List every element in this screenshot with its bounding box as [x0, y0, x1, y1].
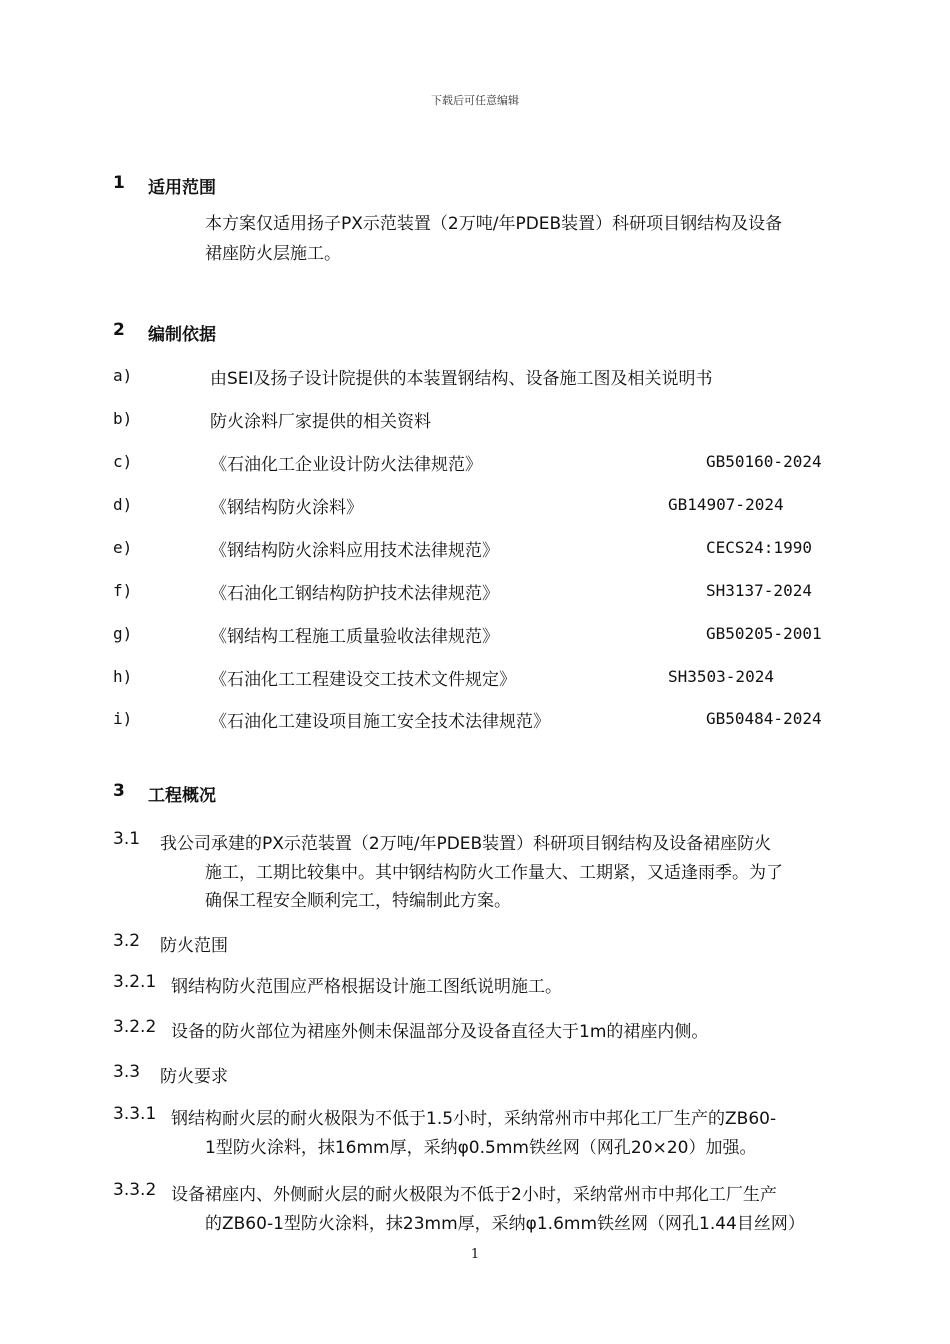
- reference-letter: b): [113, 409, 133, 428]
- subsection-3-3-1-line-2: 1型防火涂料，抹16mm厚，采纳φ0.5mm铁丝网（网孔20×20）加强。: [205, 1138, 757, 1158]
- section-1-paragraph-line-2: 裙座防火层施工。: [205, 244, 341, 264]
- reference-letter: c): [113, 452, 133, 471]
- reference-text: 《钢结构工程施工质量验收法律规范》: [210, 627, 499, 647]
- subsection-3-2-1-text: 钢结构防火范围应严格根据设计施工图纸说明施工。: [171, 977, 562, 997]
- section-1-number: 1: [113, 173, 125, 193]
- section-2-title: 编制依据: [148, 325, 216, 345]
- subsection-3-1-number: 3.1: [113, 829, 141, 849]
- reference-letter: i): [113, 709, 133, 728]
- section-1-title: 适用范围: [148, 178, 216, 198]
- subsection-3-3-number: 3.3: [113, 1062, 141, 1082]
- subsection-3-2-number: 3.2: [113, 931, 141, 951]
- reference-letter: f): [113, 581, 133, 600]
- page-number: 1: [470, 1247, 480, 1262]
- reference-code: SH3503-2024: [668, 667, 774, 686]
- subsection-3-3-1-line-1: 钢结构耐火层的耐火极限为不低于1.5小时，采纳常州市中邦化工厂生产的ZB60-: [171, 1109, 777, 1129]
- subsection-3-3-1-number: 3.3.1: [113, 1104, 157, 1124]
- header-note: 下载后可任意编辑: [431, 94, 519, 107]
- section-1-paragraph-line-1: 本方案仅适用扬子PX示范装置（2万吨/年PDEB装置）科研项目钢结构及设备: [205, 214, 783, 234]
- subsection-3-3-2-number: 3.3.2: [113, 1180, 157, 1200]
- reference-letter: a): [113, 366, 133, 385]
- subsection-3-1-line-1: 我公司承建的PX示范装置（2万吨/年PDEB装置）科研项目钢结构及设备裙座防火: [160, 834, 772, 854]
- reference-letter: e): [113, 538, 133, 557]
- reference-code: CECS24:1990: [706, 538, 812, 557]
- subsection-3-2-2-number: 3.2.2: [113, 1017, 157, 1037]
- reference-text: 《钢结构防火涂料》: [210, 498, 363, 518]
- subsection-3-1-line-2: 施工，工期比较集中。其中钢结构防火工作量大、工期紧，又适逢雨季。为了: [205, 863, 783, 883]
- reference-text: 由SEI及扬子设计院提供的本装置钢结构、设备施工图及相关说明书: [210, 369, 713, 389]
- subsection-3-2-2-text: 设备的防火部位为裙座外侧未保温部分及设备直径大于1m的裙座内侧。: [171, 1022, 709, 1042]
- reference-letter: d): [113, 495, 133, 514]
- reference-code: SH3137-2024: [706, 581, 812, 600]
- subsection-3-3-title: 防火要求: [160, 1067, 228, 1087]
- section-3-title: 工程概况: [148, 786, 216, 806]
- subsection-3-3-2-line-1: 设备裙座内、外侧耐火层的耐火极限为不低于2小时，采纳常州市中邦化工厂生产: [171, 1185, 777, 1205]
- reference-text: 《石油化工建设项目施工安全技术法律规范》: [210, 712, 550, 732]
- reference-letter: h): [113, 667, 133, 686]
- section-3-number: 3: [113, 781, 125, 801]
- reference-code: GB14907-2024: [668, 495, 784, 514]
- reference-text: 《石油化工企业设计防火法律规范》: [210, 455, 482, 475]
- reference-text: 《石油化工工程建设交工技术文件规定》: [210, 670, 516, 690]
- subsection-3-2-title: 防火范围: [160, 936, 228, 956]
- reference-letter: g): [113, 624, 133, 643]
- subsection-3-2-1-number: 3.2.1: [113, 972, 157, 992]
- reference-text: 《石油化工钢结构防护技术法律规范》: [210, 584, 499, 604]
- section-2-number: 2: [113, 320, 125, 340]
- reference-code: GB50205-2001: [706, 624, 822, 643]
- reference-text: 《钢结构防火涂料应用技术法律规范》: [210, 541, 499, 561]
- subsection-3-3-2-line-2: 的ZB60-1型防火涂料，抹23mm厚，采纳φ1.6mm铁丝网（网孔1.44目丝网）: [205, 1214, 805, 1234]
- reference-text: 防火涂料厂家提供的相关资料: [210, 412, 431, 432]
- subsection-3-1-line-3: 确保工程安全顺利完工，特编制此方案。: [205, 891, 511, 911]
- reference-code: GB50160-2024: [706, 452, 822, 471]
- reference-code: GB50484-2024: [706, 709, 822, 728]
